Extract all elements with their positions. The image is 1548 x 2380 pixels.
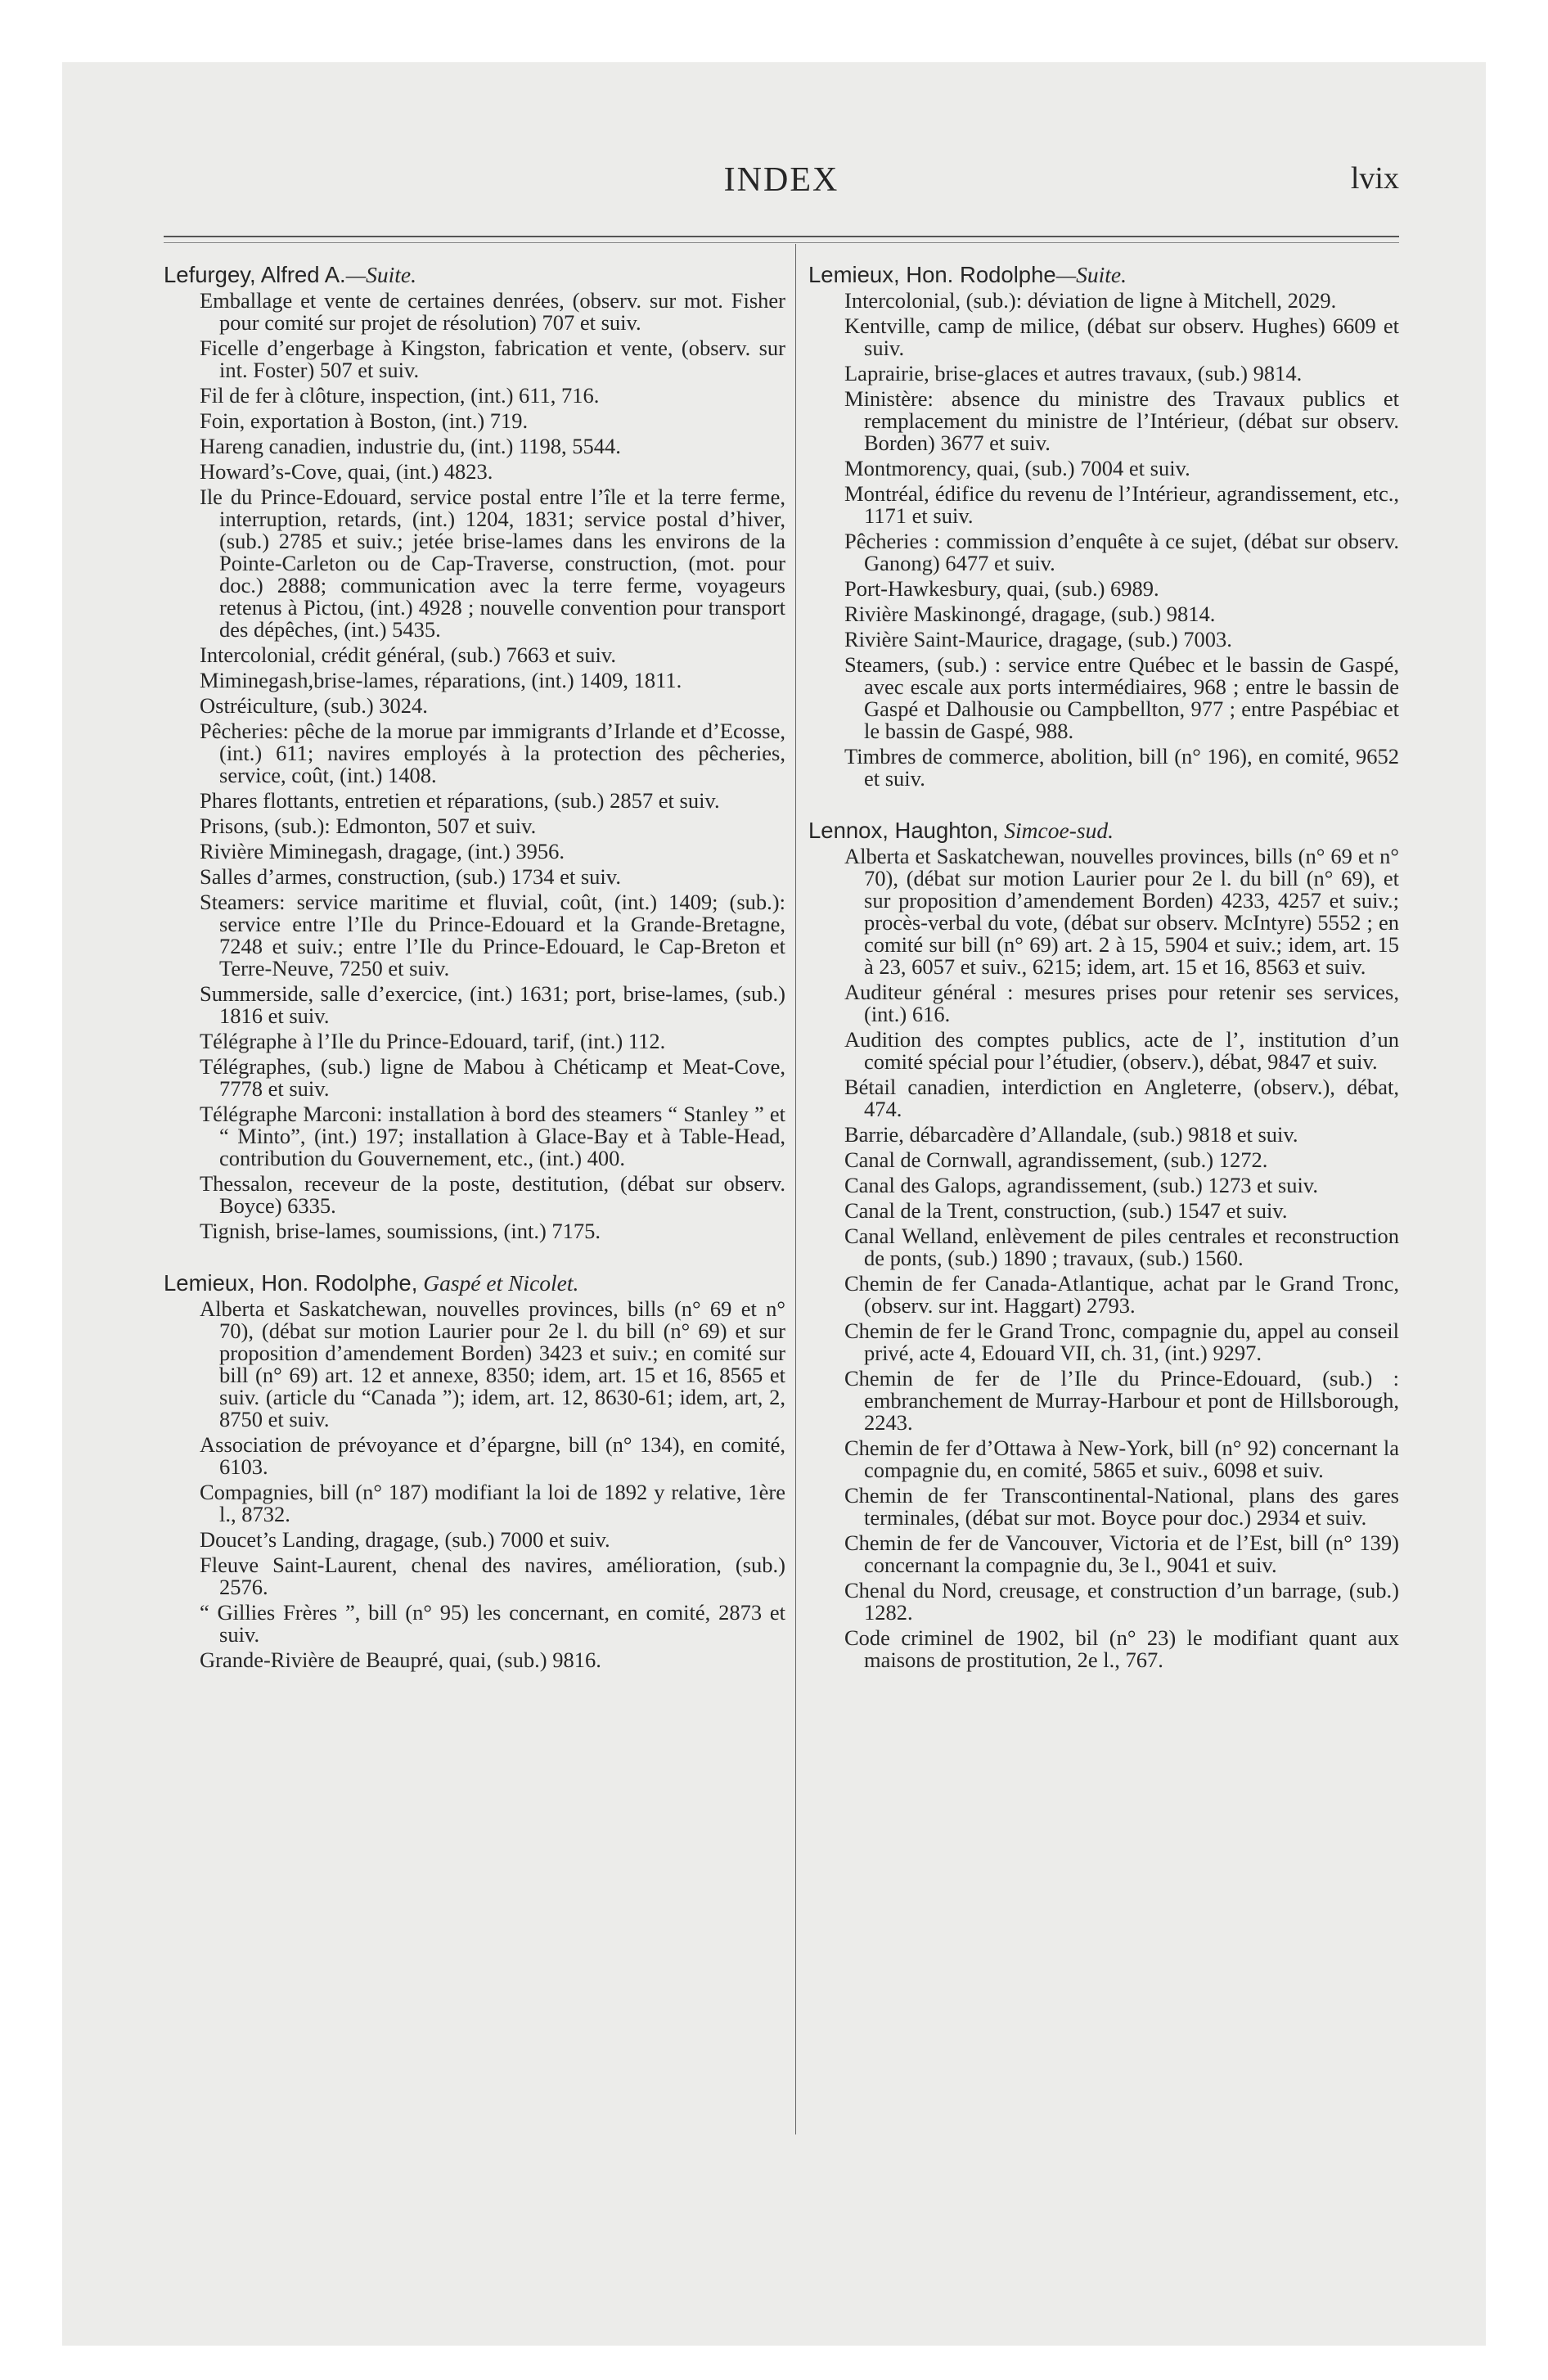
index-entry: Kentville, camp de milice, (débat sur observ. Hughes) 6609 et suiv. (844, 313, 1399, 360)
index-entry: Chemin de fer de l’Ile du Prince-Edouard, (sub.) : embranchement de Murray-Harbour et pont de Hillsborough, 2243. (844, 1366, 1399, 1435)
index-entry: Steamers: service maritime et fluvial, coût, (int.) 1409; (sub.): service entre l’Ile du Prince-Edouard et la Grande-Bretagne, 7248 et suiv.; entre l’Ile du Prince-Edouard, le Cap-Breton et Terre-Neuve, 7250 et suiv. (200, 890, 785, 980)
index-entry: Timbres de commerce, abolition, bill (n° 196), en comité, 9652 et suiv. (844, 744, 1399, 791)
index-entry: Fil de fer à clôture, inspection, (int.) 611, 716. (200, 383, 600, 408)
index-entry: Pêcheries : commission d’enquête à ce sujet, (débat sur observ. Ganong) 6477 et suiv. (844, 529, 1399, 575)
index-entry: Montmorency, quai, (sub.) 7004 et suiv. (844, 456, 1190, 480)
right-column (808, 264, 1399, 1701)
index-entry: Ministère: absence du ministre des Travaux publics et remplacement du ministre de l’Intérieur, (débat sur observ. Borden) 3677 et suiv. (844, 386, 1399, 455)
index-entry: Rivière Maskinongé, dragage, (sub.) 9814. (844, 602, 1216, 626)
heading-qualifier: —Suite. (345, 262, 417, 287)
index-heading (808, 264, 1399, 286)
index-entry: Doucet’s Landing, dragage, (sub.) 7000 et suiv. (200, 1527, 610, 1552)
heading-qualifier: Gaspé et Nicolet. (417, 1270, 579, 1296)
index-entry: Rivière Saint-Maurice, dragage, (sub.) 7003. (844, 627, 1232, 651)
index-entry: Montréal, édifice du revenu de l’Intérieur, agrandissement, etc., 1171 et suiv. (844, 481, 1399, 528)
member-name: Lefurgey, Alfred A. (164, 262, 346, 287)
index-block (164, 1272, 785, 1671)
index-entry: Salles d’armes, construction, (sub.) 1734 et suiv. (200, 864, 621, 889)
index-entry: Chemin de fer de Vancouver, Victoria et de l’Est, bill (n° 139) concernant la compagnie du, 3e l., 9041 et suiv. (844, 1530, 1399, 1577)
left-column (164, 264, 785, 1701)
index-entry: Miminegash,brise-lames, réparations, (int.) 1409, 1811. (200, 668, 682, 692)
index-heading (164, 1272, 785, 1295)
index-block (808, 264, 1399, 790)
index-block (808, 819, 1399, 1671)
index-block (164, 264, 785, 1242)
index-entry: Intercolonial, (sub.): déviation de ligne à Mitchell, 2029. (844, 288, 1337, 313)
index-entry: Barrie, débarcadère d’Allandale, (sub.) 9818 et suiv. (844, 1122, 1298, 1147)
index-entry: Ostréiculture, (sub.) 3024. (200, 693, 428, 718)
index-entry: Alberta et Saskatchewan, nouvelles provinces, bills (n° 69 et n° 70), (débat sur motion Laurier pour 2e l. du bill (n° 69), et sur proposition d’amendement Borden) 4233, 4257 et suiv.; procès-verbal du vote, (débat sur observ. McIntyre) 5552 ; en comité sur bill (n° 69) art. 2 à 15, 5904 et suiv.; idem, art. 15 à 23, 6057 et suiv., 6215; idem, art. 15 et 16, 8563 et suiv. (844, 844, 1399, 979)
index-entry: Ficelle d’engerbage à Kingston, fabrication et vente, (observ. sur int. Foster) 507 et suiv. (200, 336, 785, 382)
index-entry: Chemin de fer Transcontinental-National, plans des gares terminales, (débat sur mot. Boyce pour doc.) 2934 et suiv. (844, 1483, 1399, 1530)
index-entry: Summerside, salle d’exercice, (int.) 1631; port, brise-lames, (sub.) 1816 et suiv. (200, 981, 785, 1028)
index-entry: Chemin de fer d’Ottawa à New-York, bill (n° 92) concernant la compagnie du, en comité, 5865 et suiv., 6098 et suiv. (844, 1436, 1399, 1482)
index-entry: Alberta et Saskatchewan, nouvelles provinces, bills (n° 69 et n° 70), (débat sur motion Laurier pour 2e l. du bill (n° 69) et sur proposition d’amendement Borden) 3423 et suiv.; en comité sur bill (n° 69) art. 12 et annexe, 8350; idem, art. 15 et 16, 8565 et suiv. (article du “Canada ”); idem, art. 12, 8630-61; idem, art, 2, 8750 et suiv. (200, 1296, 785, 1431)
member-name: Lemieux, Hon. Rodolphe, (164, 1270, 418, 1296)
index-entry: Canal des Galops, agrandissement, (sub.) 1273 et suiv. (844, 1173, 1318, 1197)
index-entry: Intercolonial, crédit général, (sub.) 7663 et suiv. (200, 642, 616, 667)
index-entry: Chenal du Nord, creusage, et construction d’un barrage, (sub.) 1282. (844, 1578, 1399, 1625)
column-divider (795, 244, 796, 2134)
index-entry: Télégraphe à l’Ile du Prince-Edouard, tarif, (int.) 112. (200, 1029, 666, 1053)
index-entry: Foin, exportation à Boston, (int.) 719. (200, 408, 529, 433)
index-entry: Télégraphe Marconi: installation à bord des steamers “ Stanley ” et “ Minto”, (int.) 197; installation à Glace-Bay et à Table-Head, contribution du Gouvernement, etc., (int.) 400. (200, 1102, 785, 1170)
page-header (164, 160, 1399, 210)
index-entry: Port-Hawkesbury, quai, (sub.) 6989. (844, 576, 1159, 601)
index-entry: Canal Welland, enlèvement de piles centrales et reconstruction de ponts, (sub.) 1890 ; travaux, (sub.) 1560. (844, 1224, 1399, 1270)
page-number: lvix (1350, 161, 1399, 196)
page-title: INDEX (723, 161, 839, 199)
index-entry: Bétail canadien, interdiction en Angleterre, (observ.), débat, 474. (844, 1075, 1399, 1121)
index-entry: Prisons, (sub.): Edmonton, 507 et suiv. (200, 814, 537, 838)
member-name: Lennox, Haughton, (808, 818, 999, 843)
index-entry: Chemin de fer le Grand Tronc, compagnie du, appel au conseil privé, acte 4, Edouard VII, ch. 31, (int.) 9297. (844, 1318, 1399, 1365)
index-entry: Grande-Rivière de Beaupré, quai, (sub.) 9816. (200, 1648, 601, 1672)
index-entry: “ Gillies Frères ”, bill (n° 95) les concernant, en comité, 2873 et suiv. (200, 1600, 785, 1647)
index-entry: Auditeur général : mesures prises pour retenir ses services, (int.) 616. (844, 980, 1399, 1026)
index-entry: Rivière Miminegash, dragage, (int.) 3956. (200, 839, 565, 863)
index-entry: Laprairie, brise-glaces et autres travaux, (sub.) 9814. (844, 361, 1303, 385)
index-entry: Compagnies, bill (n° 187) modifiant la loi de 1892 y relative, 1ère l., 8732. (200, 1480, 785, 1526)
index-entry: Audition des comptes publics, acte de l’, institution d’un comité spécial pour l’étudier, (observ.), débat, 9847 et suiv. (844, 1027, 1399, 1074)
index-entry: Canal de la Trent, construction, (sub.) 1547 et suiv. (844, 1198, 1288, 1223)
index-entry: Télégraphes, (sub.) ligne de Mabou à Chéticamp et Meat-Cove, 7778 et suiv. (200, 1054, 785, 1101)
member-name: Lemieux, Hon. Rodolphe (808, 262, 1056, 287)
index-entry: Thessalon, receveur de la poste, destitution, (débat sur observ. Boyce) 6335. (200, 1171, 785, 1218)
index-entry: Chemin de fer Canada-Atlantique, achat par le Grand Tronc, (observ. sur int. Haggart) 2793. (844, 1271, 1399, 1318)
heading-qualifier: Simcoe-sud. (998, 818, 1114, 843)
index-entry: Code criminel de 1902, bil (n° 23) le modifiant quant aux maisons de prostitution, 2e l., 767. (844, 1625, 1399, 1672)
index-entry: Phares flottants, entretien et réparations, (sub.) 2857 et suiv. (200, 788, 720, 813)
index-entry: Howard’s-Cove, quai, (int.) 4823. (200, 459, 493, 484)
index-entry: Fleuve Saint-Laurent, chenal des navires, amélioration, (sub.) 2576. (200, 1553, 785, 1599)
header-rule (164, 236, 1399, 243)
index-entry: Emballage et vente de certaines denrées, (observ. sur mot. Fisher pour comité sur projet de résolution) 707 et suiv. (200, 288, 785, 335)
heading-qualifier: —Suite. (1055, 262, 1127, 287)
index-entry: Canal de Cornwall, agrandissement, (sub.) 1272. (844, 1147, 1268, 1172)
index-entry: Pêcheries: pêche de la morue par immigrants d’Irlande et d’Ecosse, (int.) 611; navires employés à la protection des pêcheries, service, coût, (int.) 1408. (200, 719, 785, 787)
index-entry: Hareng canadien, industrie du, (int.) 1198, 5544. (200, 434, 621, 458)
index-entry: Steamers, (sub.) : service entre Québec et le bassin de Gaspé, avec escale aux ports intermédiaires, 968 ; entre le bassin de Gaspé et Dalhousie ou Campbellton, 977 ; entre Paspébiac et le bassin de Gaspé, 988. (844, 652, 1399, 743)
index-heading (164, 264, 785, 286)
index-heading (808, 819, 1399, 842)
index-entry: Association de prévoyance et d’épargne, bill (n° 134), en comité, 6103. (200, 1432, 785, 1479)
index-entry: Ile du Prince-Edouard, service postal entre l’île et la terre ferme, interruption, retards, (int.) 1204, 1831; service postal d’hiver, (sub.) 2785 et suiv.; jetée brise-lames dans les environs de la Pointe-Carleton ou de Cap-Traverse, construction, (mot. pour doc.) 2888; communication avec la terre ferme, voyageurs retenus à Pictou, (int.) 4928 ; nouvelle convention pour transport des dépêches, (int.) 5435. (200, 485, 785, 642)
index-entry: Tignish, brise-lames, soumissions, (int.) 7175. (200, 1219, 601, 1243)
